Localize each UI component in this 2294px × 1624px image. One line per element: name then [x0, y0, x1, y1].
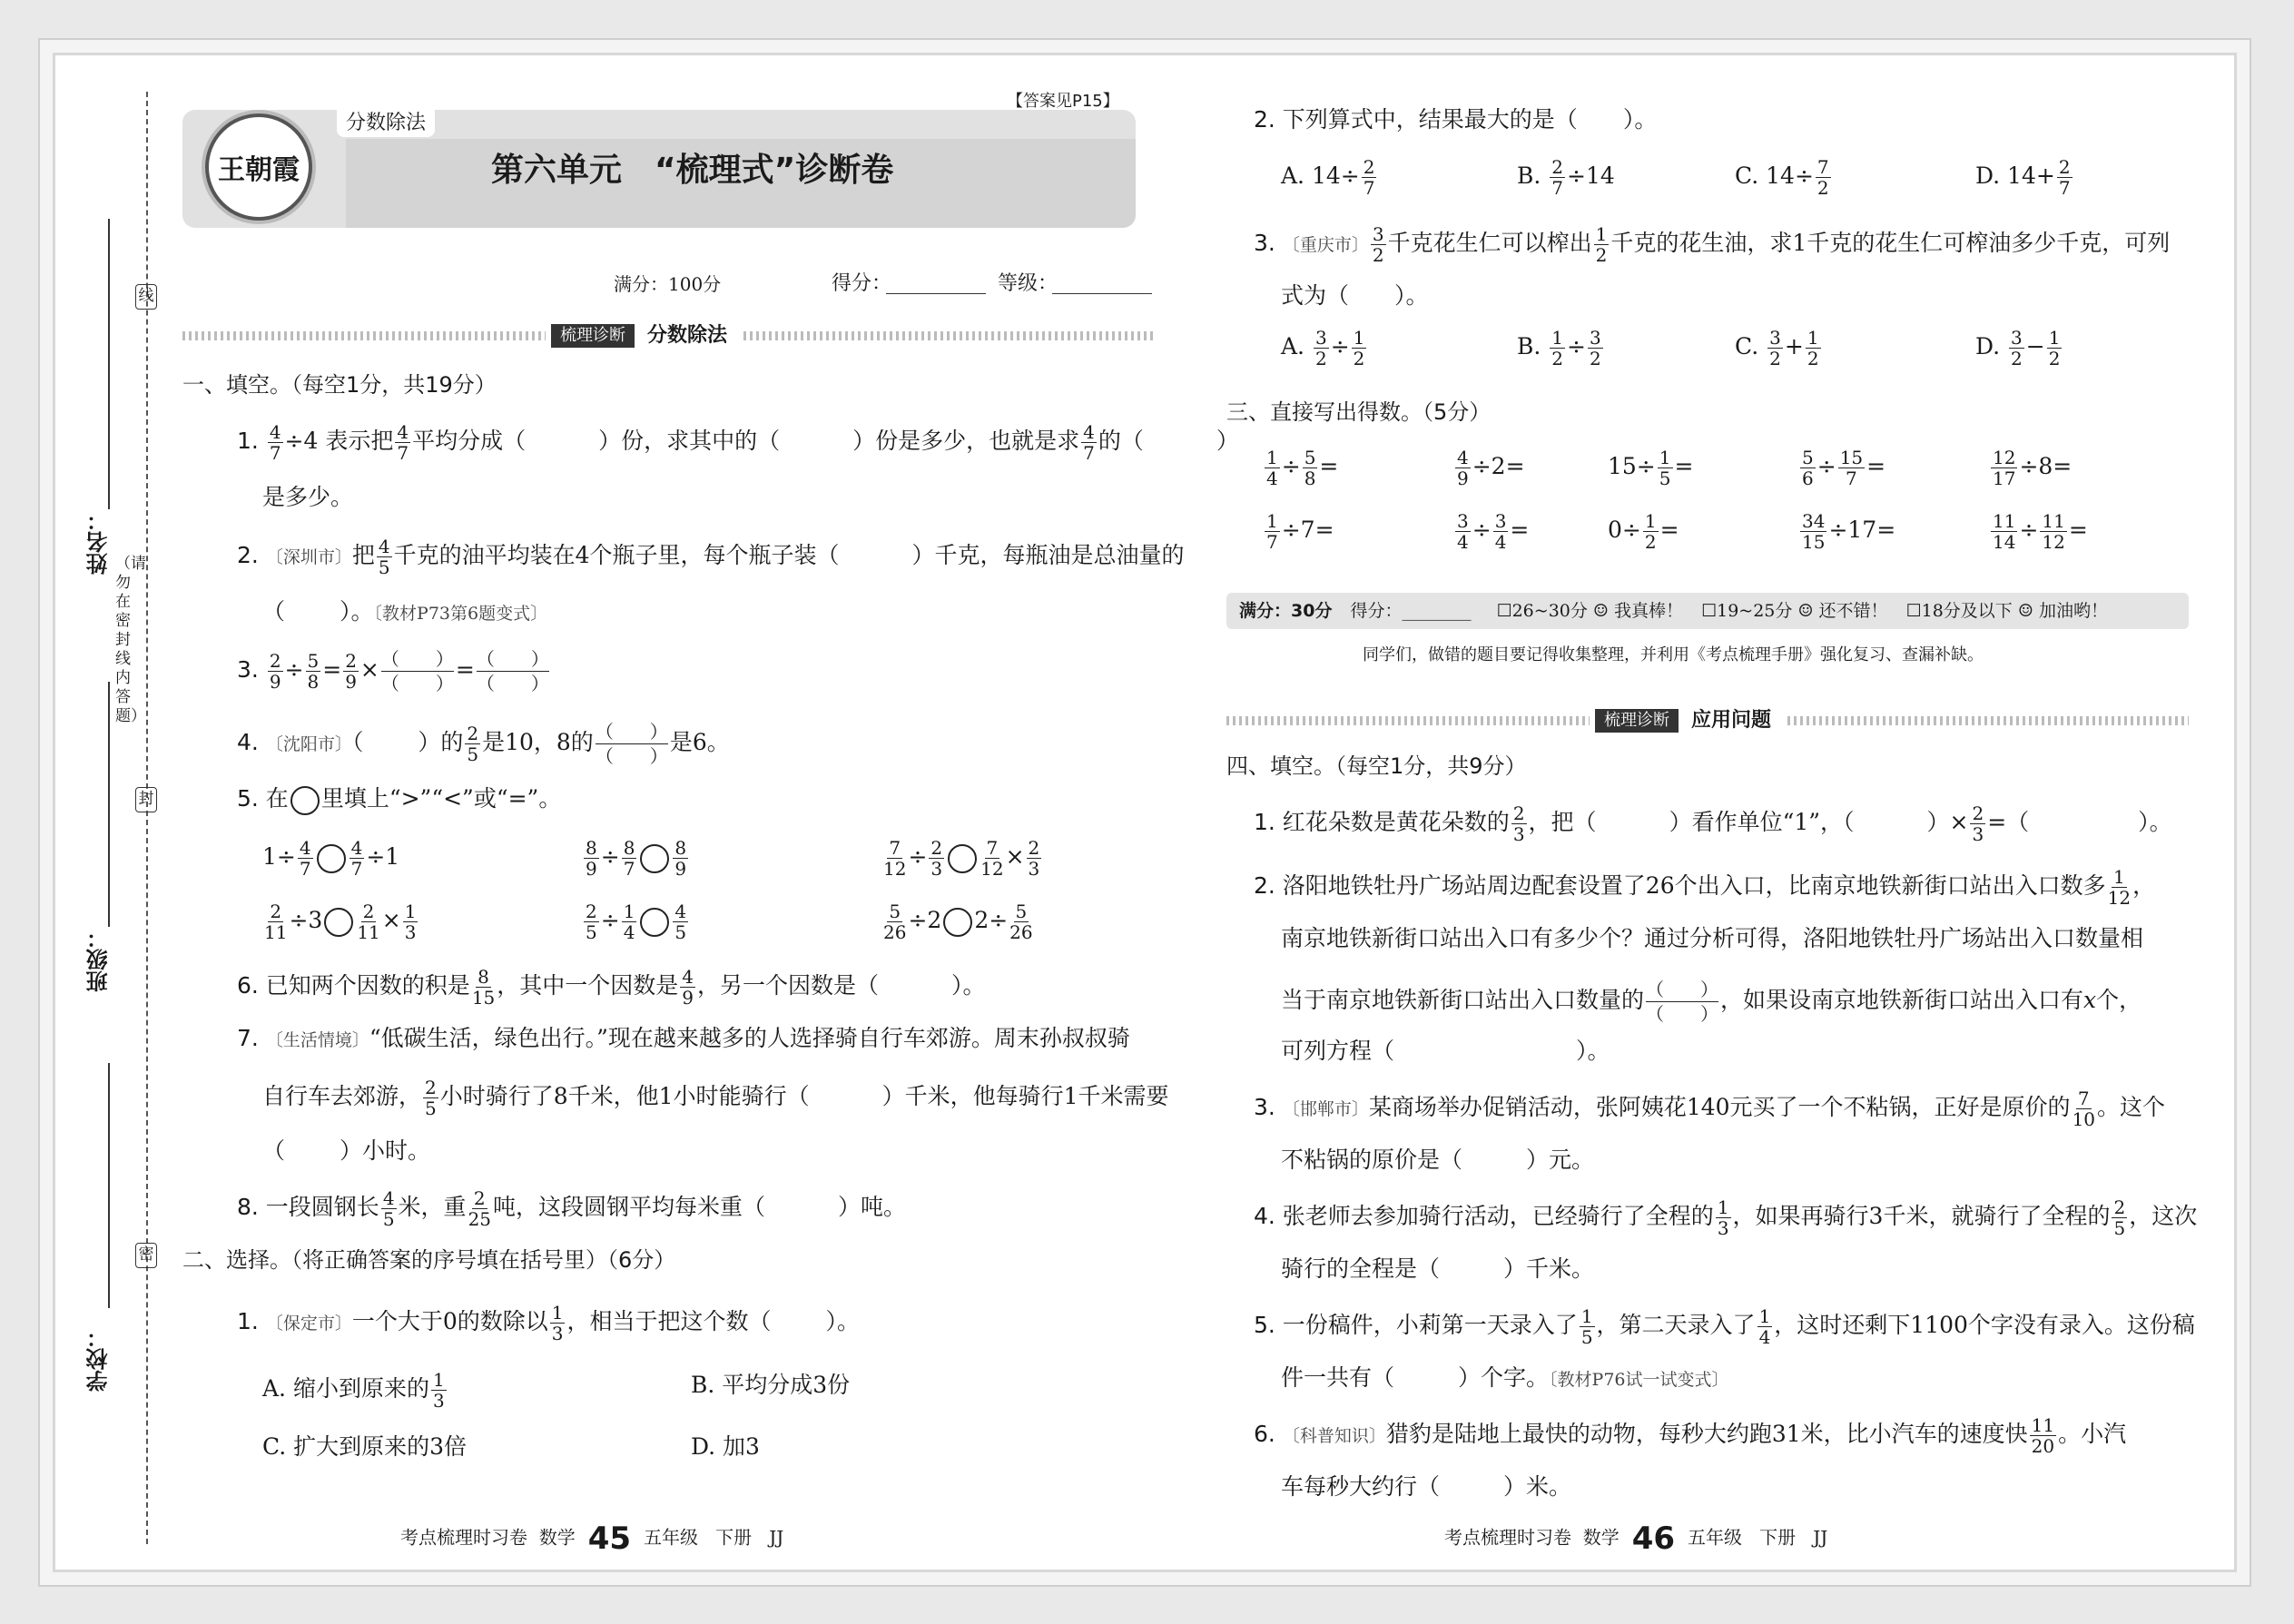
q2-1-option-c[interactable]: C. 扩大到原来的3倍 — [262, 1433, 468, 1460]
grade-label: 等级： — [998, 272, 1058, 295]
seal-xian: 线 — [135, 284, 157, 310]
q1-1: 1. $\frac{4}{7}$ ÷4 表示把 $\frac{4}{7}$ 平均分成（ ）份，求其中的（ ）份是多少，也就是求 $\frac{4}{7}$ 的（ ） — [237, 421, 1239, 464]
school-label: 学校： — [86, 1326, 112, 1392]
rating-text-1: 我真棒！ — [1614, 601, 1684, 621]
q4-1: 1. 红花朵数是黄花朵数的 $\frac{2}{3}$ ，把（ ）看作单位“1”，（ ）× $\frac{2}{3}$ =（ ）。 — [1254, 802, 2172, 845]
binding-note: （请勿在密封线内答题） — [115, 555, 146, 725]
q2-2-option-c[interactable]: C. 14÷ $\frac{7}{2}$ — [1735, 156, 1829, 199]
calc-10: $\frac{11}{14}$ ÷ $\frac{11}{12}$ = — [1993, 510, 2088, 553]
q1-7: 7. 〔生活情境〕“低碳生活，绿色出行。”现在越来越多的人选择骑自行车郊游。周末孙叔叔骑 — [237, 1025, 1130, 1051]
seal-mi: 密 — [135, 1243, 157, 1268]
score-bar — [1226, 593, 2189, 629]
q1-2: 2. 〔深圳市〕把 $\frac{4}{5}$ 千克的油平均装在4个瓶子里，每个瓶子装（ ）千克，每瓶油是总油量的 — [237, 536, 1185, 578]
cmp-4: $\frac{2}{11}$ ÷3 $\frac{2}{11}$ × $\frac{1}{3}$ — [264, 901, 417, 943]
q1-4: 4. 〔沈阳市〕（ ）的 $\frac{2}{5}$ 是10，8的 （ ） （ ） 是6。 — [237, 721, 730, 767]
page-number: 45 — [587, 1521, 632, 1557]
part2-title: 二、选择。（将正确答案的序号填在括号里）（6分） — [182, 1247, 676, 1273]
binding-dashed-line — [146, 92, 148, 1544]
full-score: 满分：100分 — [614, 273, 722, 295]
q1-6: 6. 已知两个因数的积是 $\frac{8}{15}$ ，其中一个因数是 $\frac{4}{9}$ ，另一个因数是（ ）。 — [237, 966, 986, 1009]
rating-box-3[interactable]: ☐18分及以下 — [1905, 601, 2013, 621]
rating-text-2: 还不错！ — [1818, 601, 1888, 621]
q2-2-option-b[interactable]: B. $\frac{2}{7}$ ÷14 — [1517, 156, 1615, 199]
q4-4: 4. 张老师去参加骑行活动，已经骑行了全程的 $\frac{1}{3}$ ，如果再骑行3千米，就骑行了全程的 $\frac{2}{5}$ ，这次 — [1254, 1196, 2198, 1239]
page-title: 第六单元 “梳理式”诊断卷 — [491, 152, 894, 189]
smiley-icon: ☺ — [1797, 601, 1814, 621]
part3-title: 三、直接写出得数。（5分） — [1226, 399, 1492, 425]
calc-5: $\frac{12}{17}$ ÷8= — [1993, 447, 2072, 489]
grade-field[interactable] — [1052, 293, 1152, 294]
q4-2-cont: 南京地铁新街口站出入口有多少个？通过分析可得，洛阳地铁牡丹广场站出入口数量相 — [1281, 925, 2144, 951]
footer-grade: 五年级 — [1688, 1526, 1743, 1549]
q1-8: 8. 一段圆钢长 $\frac{4}{5}$ 米，重 $\frac{2}{25}$ 吨，这段圆钢平均每米重（ ）吨。 — [237, 1187, 907, 1230]
q4-3-cont: 不粘锅的原价是（ ）元。 — [1281, 1147, 1595, 1173]
calc-1: $\frac{1}{4}$ ÷ $\frac{5}{8}$ = — [1266, 447, 1339, 489]
q4-6-cont: 车每秒大约行（ ）米。 — [1281, 1473, 1572, 1500]
page-number: 46 — [1631, 1521, 1676, 1557]
footer-left — [400, 1521, 783, 1557]
q2-3-option-c[interactable]: C. $\frac{3}{2}$ + $\frac{1}{2}$ — [1735, 327, 1819, 369]
footer-subject: 数学 — [538, 1526, 576, 1549]
q1-7-cont: 自行车去郊游， $\frac{2}{5}$ 小时骑行了8千米，他1小时能骑行（ ）千米，他每骑行1千米需要 — [262, 1077, 1169, 1119]
smiley-icon: ☺ — [2017, 601, 2033, 621]
score-field[interactable] — [886, 293, 986, 294]
q2-3-option-b[interactable]: B. $\frac{1}{2}$ ÷ $\frac{3}{2}$ — [1517, 327, 1601, 369]
q1-5: 5. 在 里填上“>”“<”或“=”。 — [237, 783, 561, 815]
unit-tag: 分数除法 — [337, 110, 435, 137]
calc-3: 15÷ $\frac{1}{5}$ = — [1608, 447, 1694, 489]
footer-volume: 下册 — [715, 1526, 753, 1549]
q2-3-option-d[interactable]: D. $\frac{3}{2}$ − $\frac{1}{2}$ — [1975, 327, 2061, 369]
rating-text-3: 加油哟！ — [2038, 601, 2108, 621]
q2-3-option-a[interactable]: A. $\frac{3}{2}$ ÷ $\frac{1}{2}$ — [1281, 327, 1365, 369]
score-bar-full: 满分：30分 — [1239, 601, 1333, 621]
part4-title: 四、填空。（每空1分，共9分） — [1226, 753, 1527, 779]
q2-3-cont: 式为（ ）。 — [1281, 282, 1429, 309]
q2-1: 1. 〔保定市〕一个大于0的数除以 $\frac{1}{3}$ ，相当于把这个数（ ）。 — [237, 1302, 861, 1344]
footer-volume: 下册 — [1759, 1526, 1797, 1549]
q4-2-cont3: 可列方程（ ）。 — [1281, 1038, 1610, 1064]
footer-edition: JJ — [1813, 1526, 1828, 1549]
school-underline — [108, 1063, 110, 1308]
q4-5: 5. 一份稿件，小莉第一天录入了 $\frac{1}{5}$ ，第二天录入了 $\frac{1}{4}$ ，这时还剩下1100个字没有录入。这份稿 — [1254, 1305, 2195, 1348]
calc-4: $\frac{5}{6}$ ÷ $\frac{15}{7}$ = — [1802, 447, 1886, 489]
footer-right — [1444, 1521, 1827, 1557]
cmp-3: $\frac{7}{12}$ ÷ $\frac{2}{3}$ $\frac{7}{12}$ × $\frac{2}{3}$ — [883, 837, 1040, 880]
class-underline — [108, 682, 110, 927]
cmp-1: 1÷ $\frac{4}{7}$ $\frac{4}{7}$ ÷1 — [262, 837, 400, 880]
score-bar-score: 得分：________ — [1350, 601, 1472, 621]
part1-title: 一、填空。（每空1分，共19分） — [182, 372, 497, 398]
section-head-application — [1226, 709, 2189, 733]
exam-sheet — [53, 53, 2237, 1572]
calc-9: $\frac{34}{15}$ ÷17= — [1802, 510, 1896, 553]
logo — [205, 113, 312, 221]
calc-6: $\frac{1}{7}$ ÷7= — [1266, 510, 1334, 553]
q4-2: 2. 洛阳地铁牡丹广场站周边配套设置了26个出入口，比南京地铁新街口站出入口数多 $\frac{1}{12}$ ， — [1254, 866, 2156, 909]
calc-7: $\frac{3}{4}$ ÷ $\frac{3}{4}$ = — [1457, 510, 1530, 553]
q4-4-cont: 骑行的全程是（ ）千米。 — [1281, 1255, 1595, 1282]
q2-2: 2. 下列算式中，结果最大的是（ ）。 — [1254, 106, 1658, 133]
q4-6: 6. 〔科普知识〕猎豹是陆地上最快的动物，每秒大约跑31米，比小汽车的速度快 $\frac{11}{20}$ 。小汽 — [1254, 1414, 2127, 1457]
q1-7-cont2: （ ）小时。 — [262, 1137, 431, 1164]
section-badge: 梳理诊断 — [551, 324, 635, 348]
smiley-icon: ☺ — [1592, 601, 1609, 621]
q2-2-option-d[interactable]: D. 14+ $\frac{2}{7}$ — [1975, 156, 2071, 199]
q2-1-option-d[interactable]: D. 加3 — [691, 1433, 760, 1460]
q2-3: 3. 〔重庆市〕 $\frac{3}{2}$ 千克花生仁可以榨出 $\frac{1}{2}$ 千克的花生油，求1千克的花生仁可榨油多少千克，可列 — [1254, 223, 2171, 266]
score-label: 得分： — [832, 272, 892, 295]
cmp-2: $\frac{8}{9}$ ÷ $\frac{8}{7}$ $\frac{8}{9}$ — [586, 837, 687, 880]
q1-2-cont: （ ）。〔教材P73第6题变式〕 — [262, 598, 548, 625]
rating-box-2[interactable]: ☐19~25分 — [1701, 601, 1793, 621]
rating-box-1[interactable]: ☐26~30分 — [1496, 601, 1588, 621]
q2-1-option-b[interactable]: B. 平均分成3份 — [691, 1372, 851, 1398]
footer-brand: 考点梳理时习卷 — [400, 1526, 527, 1549]
seal-feng: 封 — [135, 787, 157, 812]
logo-text: 王朝霞 — [218, 154, 300, 186]
cmp-5: $\frac{2}{5}$ ÷ $\frac{1}{4}$ $\frac{4}{5}$ — [586, 901, 687, 943]
q2-2-option-a[interactable]: A. 14÷ $\frac{2}{7}$ — [1281, 156, 1375, 199]
footer-brand: 考点梳理时习卷 — [1444, 1526, 1571, 1549]
cmp-6: $\frac{5}{26}$ ÷2 2÷ $\frac{5}{26}$ — [883, 901, 1033, 943]
section-badge: 梳理诊断 — [1595, 709, 1679, 733]
section-head-division — [182, 324, 1154, 348]
name-label: 姓名： — [86, 509, 112, 575]
footer-grade: 五年级 — [644, 1526, 699, 1549]
answer-ref: 【答案见P15】 — [1007, 92, 1119, 111]
q2-1-option-a[interactable]: A. 缩小到原来的 $\frac{1}{3}$ — [262, 1369, 445, 1412]
section-title: 应用问题 — [1691, 709, 1772, 732]
name-underline — [108, 219, 110, 509]
reminder-text: 同学们，做错的题目要记得收集整理，并利用《考点梳理手册》强化复习、查漏补缺。 — [1363, 645, 1984, 664]
q1-3: 3. $\frac{2}{9}$ ÷ $\frac{5}{8}$ = $\frac{2}{9}$ × （ ） （ ） = （ ） （ ） — [237, 648, 549, 694]
calc-2: $\frac{4}{9}$ ÷2= — [1457, 447, 1525, 489]
class-label: 班级： — [86, 927, 112, 992]
q4-3: 3. 〔邯郸市〕某商场举办促销活动，张阿姨花140元买了一个不粘锅，正好是原价的 $\frac{7}{10}$ 。这个 — [1254, 1088, 2166, 1130]
q4-2-cont2: 当于南京地铁新街口站出入口数量的 （ ） （ ） ，如果设南京地铁新街口站出入口有x个， — [1281, 979, 2142, 1025]
q4-5-cont: 件一共有（ ）个字。〔教材P76试一试变式〕 — [1281, 1364, 1729, 1391]
section-title: 分数除法 — [647, 324, 728, 347]
footer-edition: JJ — [769, 1526, 784, 1549]
calc-8: 0÷ $\frac{1}{2}$ = — [1608, 510, 1679, 553]
footer-subject: 数学 — [1582, 1526, 1620, 1549]
q1-1-cont: 是多少。 — [262, 484, 354, 510]
